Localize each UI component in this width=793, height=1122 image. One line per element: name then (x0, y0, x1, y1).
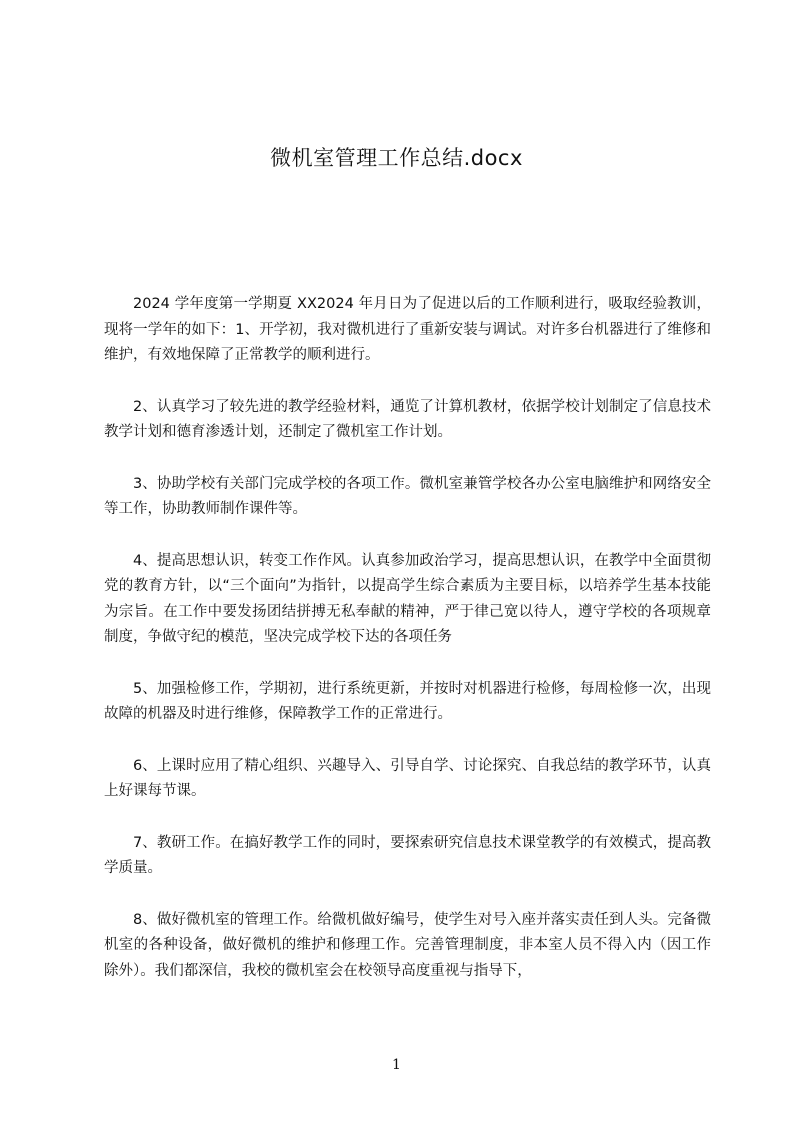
document-body (104, 292, 711, 1010)
paragraph-5: 5、加强检修工作，学期初，进行系统更新，并按时对机器进行检修，每周检修一次，出现故障的机器及时进行维修，保障教学工作的正常进行。 (104, 680, 711, 722)
paragraph-3: 3、协助学校有关部门完成学校的各项工作。微机室兼管学校各办公室电脑维护和网络安全等工作，协助教师制作课件等。 (104, 475, 711, 517)
paragraph-1: 2024 学年度第一学期夏 XX2024 年月日为了促进以后的工作顺利进行，吸取经验教训，现将一学年的如下：1、开学初，我对微机进行了重新安装与调试。对许多台机器进行了维修和维护，有效地保障了正常教学的顺利进行。 (104, 296, 711, 363)
paragraph-8: 8、做好微机室的管理工作。给微机做好编号，使学生对号入座并落实责任到人头。完备微机室的各种设备，做好微机的维护和修理工作。完善管理制度，非本室人员不得入内（因工作除外）。我们都深信，我校的微机室会在校领导高度重视与指导下， (104, 911, 711, 979)
paragraph-2: 2、认真学习了较先进的教学经验材料，通览了计算机教材，依据学校计划制定了信息技术教学计划和德育渗透计划，还制定了微机室工作计划。 (104, 398, 711, 440)
paragraph-6: 6、上课时应用了精心组织、兴趣导入、引导自学、讨论探究、自我总结的教学环节，认真上好课每节课。 (104, 757, 711, 799)
paragraph-4: 4、提高思想认识，转变工作作风。认真参加政治学习，提高思想认识，在教学中全面贯彻党的教育方针，以“三个面向”为指针，以提高学生综合素质为主要目标，以培养学生基本技能为宗旨。在工作中要发扬团结拼搏无私奉献的精神，严于律己宽以待人，遵守学校的各项规章制度，争做守纪的模范，坚决完成学校下达的各项任务 (104, 552, 711, 645)
document-title: 微机室管理工作总结.docx (270, 146, 523, 170)
page-number: 1 (392, 1057, 401, 1073)
paragraph-7: 7、教研工作。在搞好教学工作的同时，要探索研究信息技术课堂教学的有效模式，提高教学质量。 (104, 834, 711, 876)
